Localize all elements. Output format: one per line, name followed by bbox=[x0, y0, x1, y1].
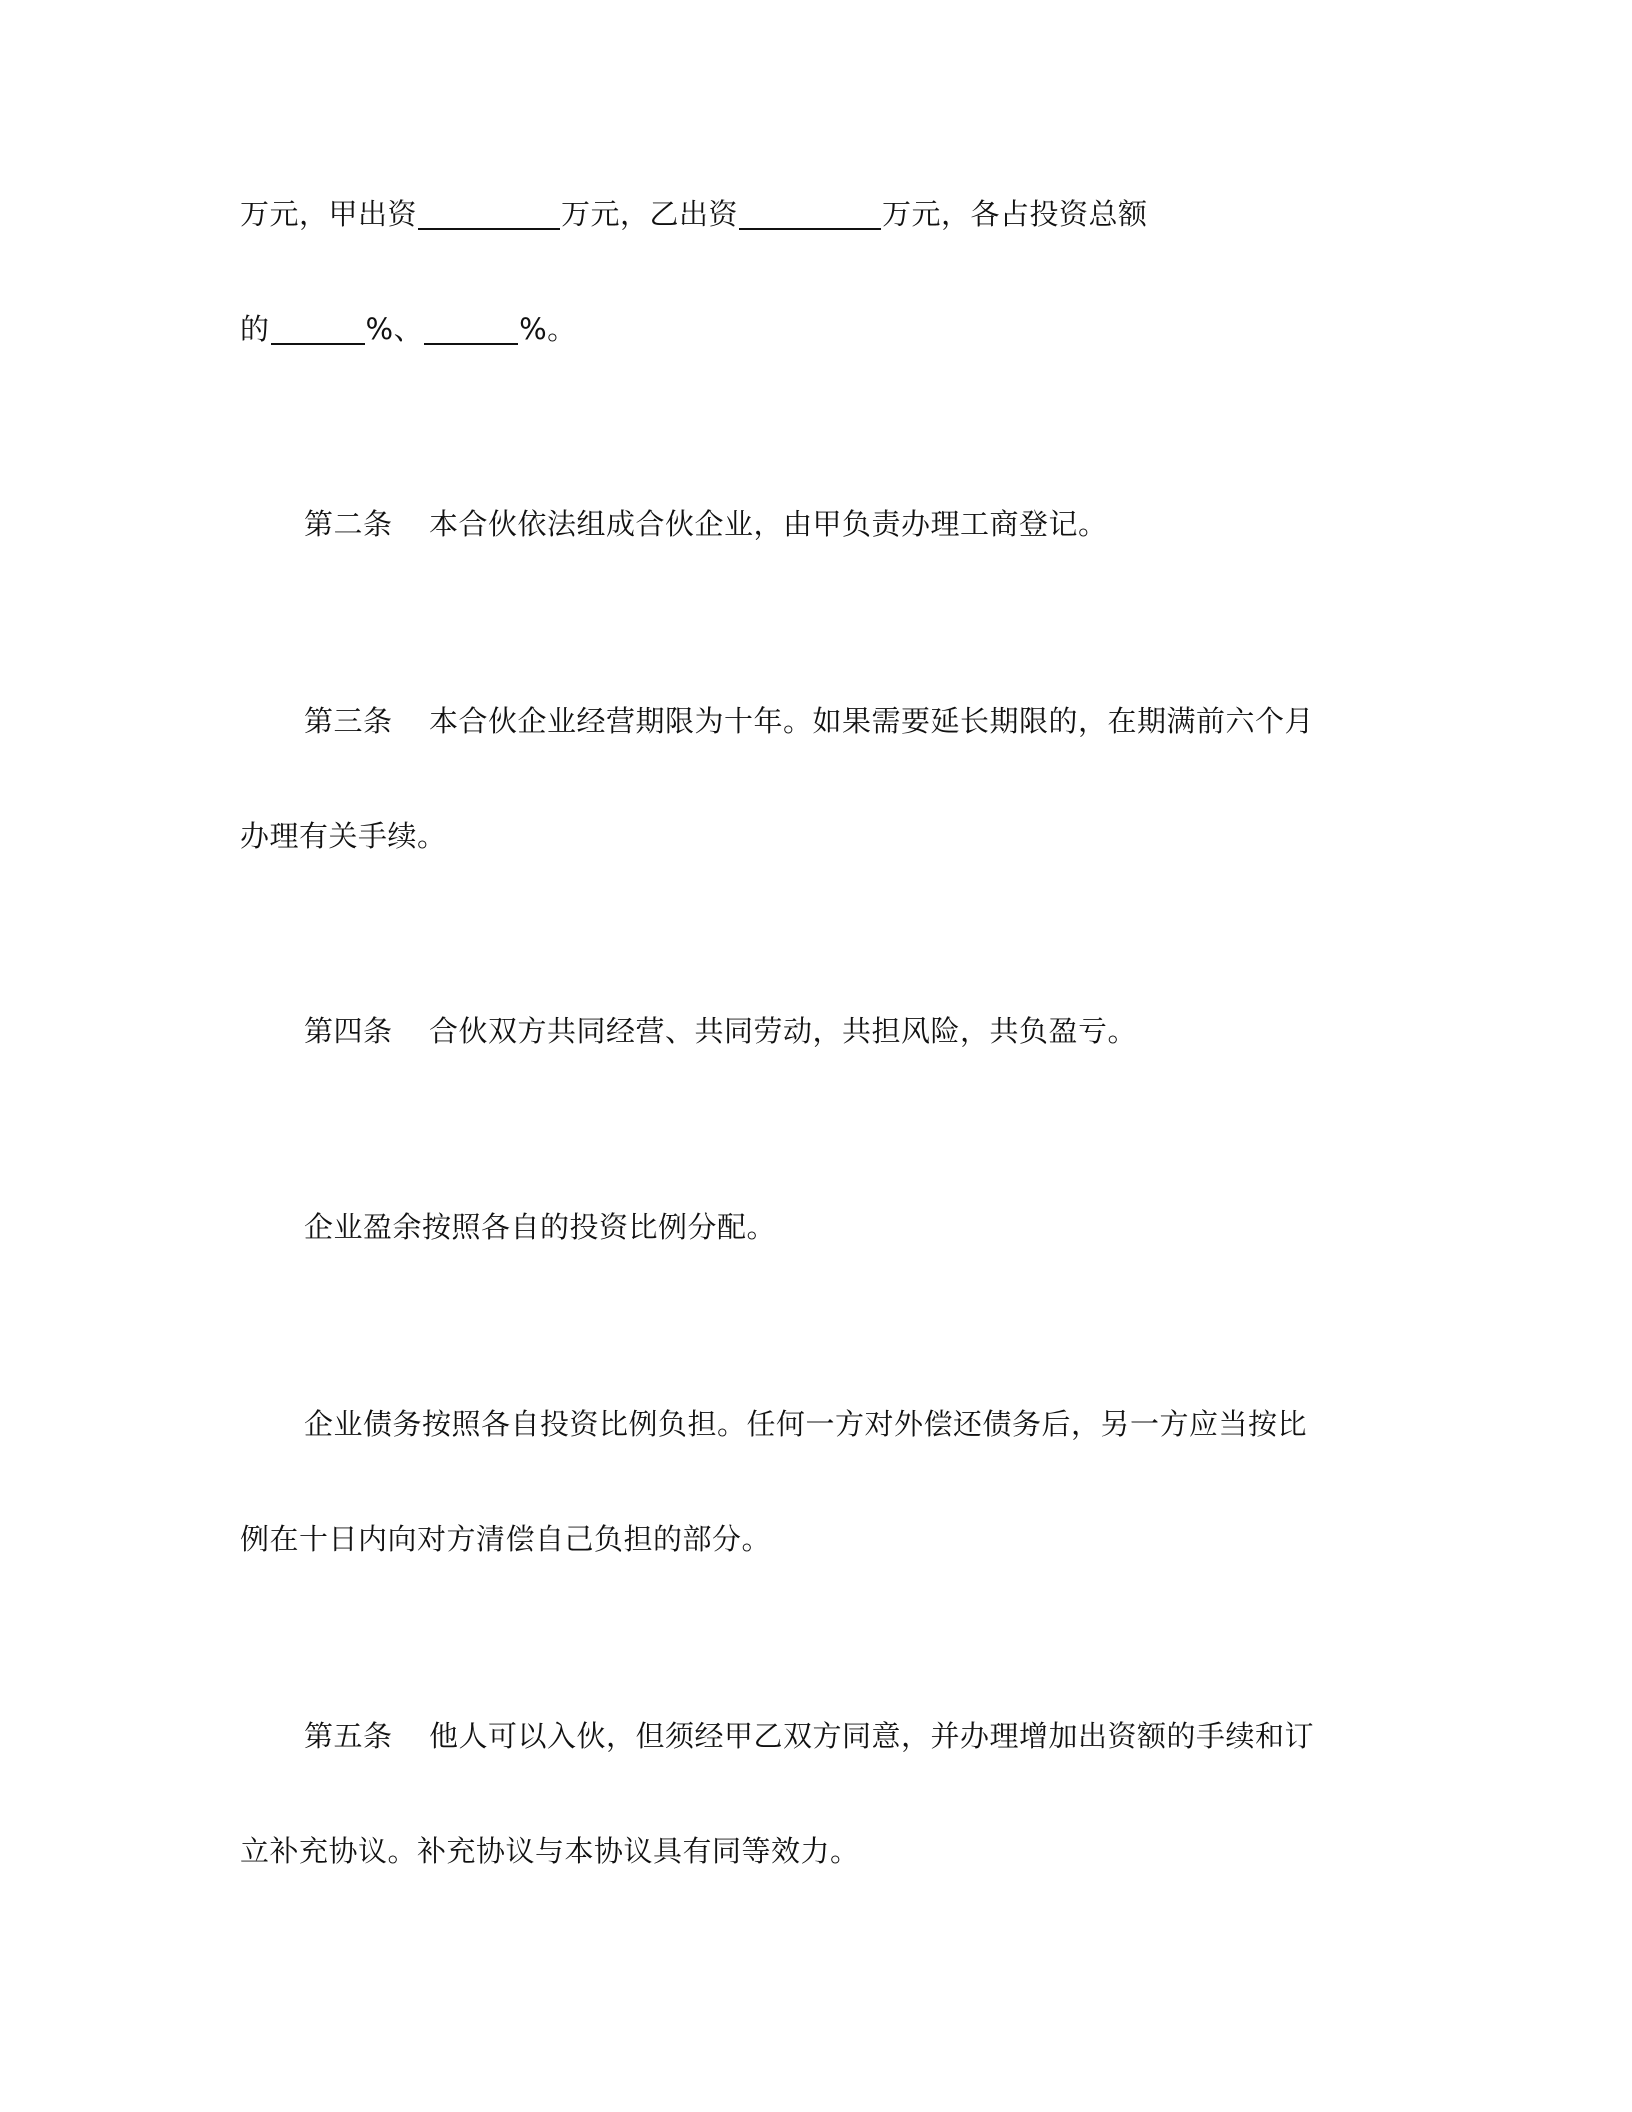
text-segment: 万元，各占投资总额 bbox=[882, 197, 1148, 231]
article-3-line-1 bbox=[304, 701, 1314, 741]
paragraph-investment-line-2 bbox=[240, 309, 577, 349]
article-4-text: 合伙双方共同经营、共同劳动，共担风险，共负盈亏。 bbox=[429, 1014, 1138, 1048]
blank-field-total-investment-a[interactable] bbox=[418, 200, 560, 230]
paragraph-surplus bbox=[304, 1207, 776, 1247]
article-3-label: 第三条 bbox=[304, 704, 393, 738]
paragraph-debt-text-continued: 例在十日内向对方清偿自己负担的部分。 bbox=[240, 1522, 772, 1556]
paragraph-debt-text: 企业债务按照各自投资比例负担。任何一方对外偿还债务后，另一方应当按比 bbox=[304, 1407, 1308, 1441]
text-segment: %。 bbox=[519, 312, 577, 346]
article-2 bbox=[304, 504, 1108, 544]
paragraph-debt-line-1 bbox=[304, 1404, 1307, 1444]
blank-field-percent-b[interactable] bbox=[424, 315, 518, 345]
paragraph-debt-line-2 bbox=[240, 1519, 771, 1559]
text-segment: 的 bbox=[240, 312, 270, 346]
paragraph-surplus-text: 企业盈余按照各自的投资比例分配。 bbox=[304, 1210, 777, 1244]
text-segment: %、 bbox=[365, 312, 424, 346]
article-5-text-continued: 立补充协议。补充协议与本协议具有同等效力。 bbox=[240, 1834, 860, 1868]
paragraph-investment-line-1 bbox=[240, 194, 1148, 234]
article-5-text: 他人可以入伙，但须经甲乙双方同意，并办理增加出资额的手续和订 bbox=[429, 1719, 1315, 1753]
blank-field-total-investment-b[interactable] bbox=[739, 200, 881, 230]
text-segment: 万元，乙出资 bbox=[561, 197, 739, 231]
article-4 bbox=[304, 1011, 1137, 1051]
text-segment: 万元，甲出资 bbox=[240, 197, 418, 231]
article-3-text-continued: 办理有关手续。 bbox=[240, 819, 447, 853]
article-5-line-2 bbox=[240, 1831, 860, 1871]
article-3-line-2 bbox=[240, 816, 447, 856]
article-4-label: 第四条 bbox=[304, 1014, 393, 1048]
article-5-line-1 bbox=[304, 1716, 1314, 1756]
blank-field-percent-a[interactable] bbox=[271, 315, 365, 345]
article-3-text: 本合伙企业经营期限为十年。如果需要延长期限的，在期满前六个月 bbox=[429, 704, 1315, 738]
article-5-label: 第五条 bbox=[304, 1719, 393, 1753]
article-2-label: 第二条 bbox=[304, 507, 393, 541]
article-2-text: 本合伙依法组成合伙企业，由甲负责办理工商登记。 bbox=[429, 507, 1108, 541]
